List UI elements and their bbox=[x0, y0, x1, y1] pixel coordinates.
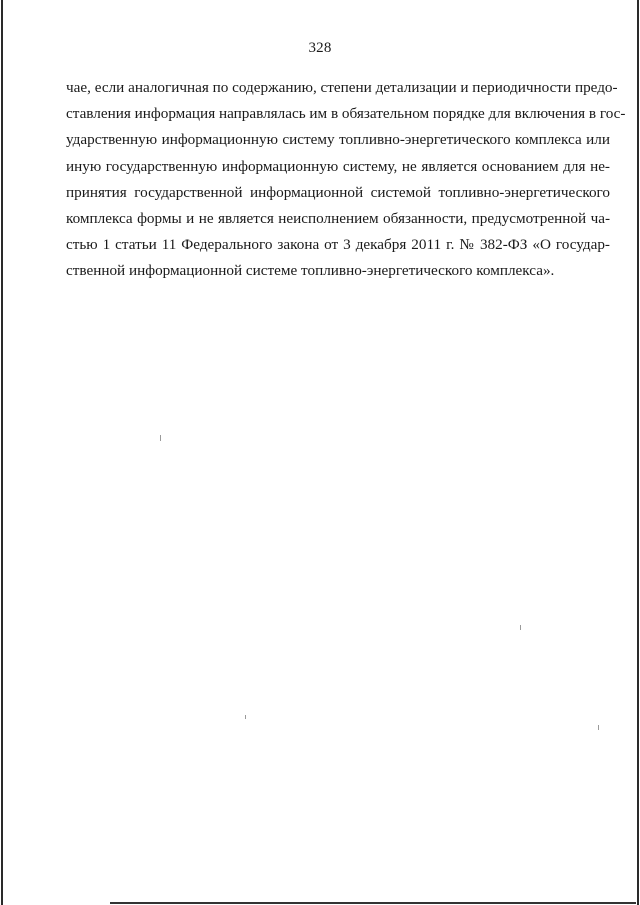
text-line: иную государственную информационную систему, не является основанием для не- bbox=[66, 157, 610, 175]
page-number: 328 bbox=[308, 40, 332, 56]
scan-speck bbox=[160, 435, 161, 441]
text-line: ставления информация направлялась им в обязательном порядке для включения в гос- bbox=[66, 105, 626, 123]
text-line: ударственную информационную систему топливно-энергетического комплекса или bbox=[66, 131, 610, 149]
text-line: ственной информационной системе топливно-энергетического комплекса». bbox=[66, 262, 555, 280]
scan-edge-bottom bbox=[110, 902, 636, 904]
text-line: принятия государственной информационной системой топливно-энергетического bbox=[66, 183, 610, 201]
scan-edge-left bbox=[1, 0, 3, 905]
scan-speck bbox=[245, 715, 246, 719]
body-paragraph bbox=[66, 75, 626, 285]
scan-speck bbox=[520, 625, 521, 630]
text-line: чае, если аналогичная по содержанию, степени детализации и периодичности предо- bbox=[66, 79, 618, 96]
text-line: комплекса формы и не является неисполнением обязанности, предусмотренной ча- bbox=[66, 210, 610, 228]
scan-speck bbox=[598, 725, 599, 730]
text-line: стью 1 статьи 11 Федерального закона от 3 декабря 2011 г. № 382-ФЗ «О государ- bbox=[66, 236, 610, 254]
scan-edge-right bbox=[637, 0, 639, 905]
